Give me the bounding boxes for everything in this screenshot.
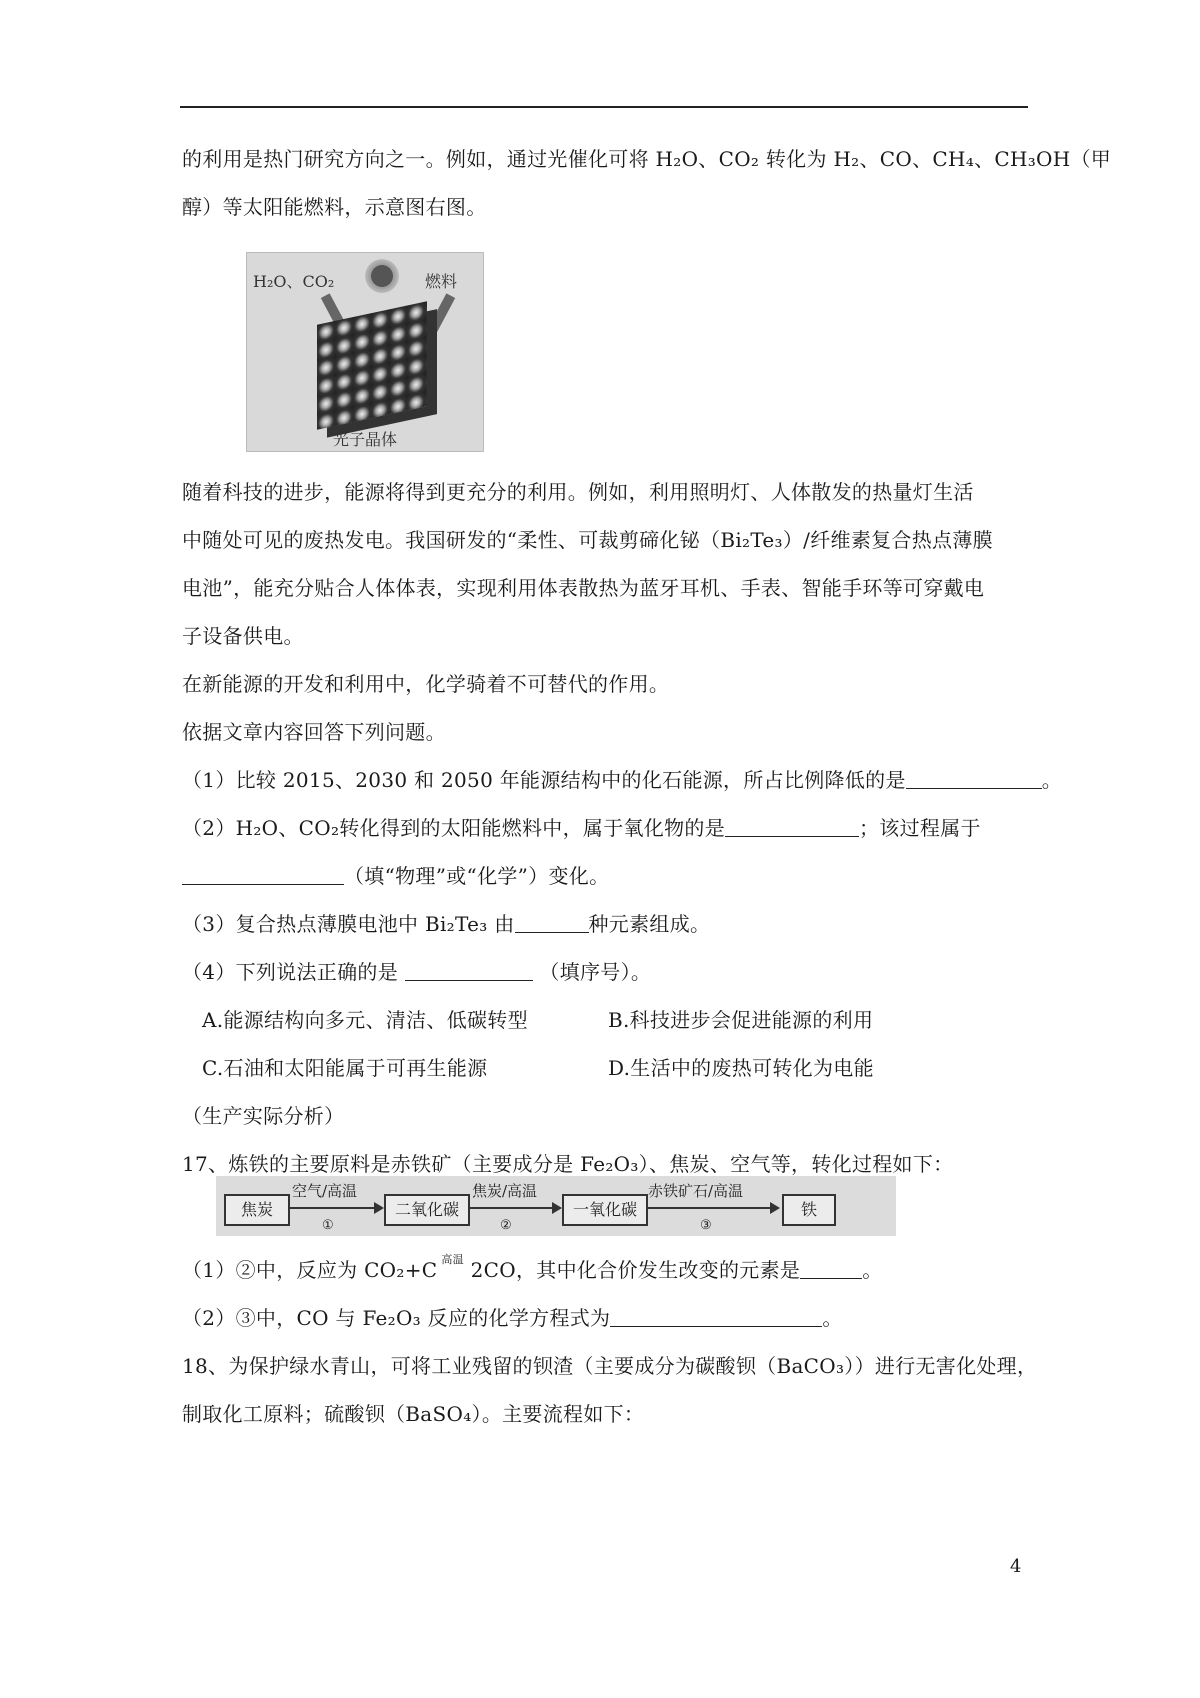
figure-label-crystal: 光子晶体 bbox=[333, 430, 398, 449]
text-line-3: 随着科技的进步，能源将得到更充分的利用。例如，利用照明灯、人体散发的热量灯生活 bbox=[182, 480, 974, 504]
reaction-condition-label: 高温 bbox=[441, 1253, 464, 1266]
header-rule bbox=[180, 106, 1028, 108]
text-line-4: 中随处可见的废热发电。我国研发的“柔性、可裁剪碲化铋（Bi₂Te₃）/纤维素复合热点薄膜 bbox=[182, 528, 993, 552]
question-2-mid: ；该过程属于 bbox=[859, 816, 981, 840]
question-17-1-mid: 2CO，其中化合价发生改变的元素是 bbox=[470, 1258, 801, 1282]
flow-step-3: ③ bbox=[700, 1218, 712, 1233]
question-17-2-end: 。 bbox=[822, 1306, 843, 1330]
question-3 bbox=[182, 910, 710, 938]
question-17-1 bbox=[182, 1253, 883, 1284]
photonic-crystal-image bbox=[317, 301, 427, 429]
flow-box-co2: 二氧化碳 bbox=[384, 1194, 470, 1226]
answer-blank-17-1[interactable] bbox=[800, 1258, 862, 1279]
flow-condition-1: 空气/高温 bbox=[292, 1182, 358, 1200]
question-17-1-end: 。 bbox=[862, 1258, 883, 1282]
figure-label-reactants: H₂O、CO₂ bbox=[253, 272, 335, 291]
question-4 bbox=[182, 958, 651, 986]
iron-smelting-flowchart bbox=[216, 1176, 896, 1236]
question-1-end: 。 bbox=[1041, 768, 1063, 792]
flow-arrow-3 bbox=[646, 1207, 772, 1209]
answer-blank-4[interactable] bbox=[405, 960, 533, 981]
option-d: D.生活中的废热可转化为电能 bbox=[608, 1056, 874, 1080]
question-2-end: （填“物理”或“化学”）变化。 bbox=[344, 864, 610, 888]
arrow-head-icon bbox=[552, 1202, 562, 1214]
answer-blank-17-2[interactable] bbox=[610, 1306, 822, 1327]
flow-arrow-1 bbox=[288, 1207, 376, 1209]
flow-arrow-2 bbox=[468, 1207, 554, 1209]
page-number: 4 bbox=[1010, 1556, 1022, 1577]
question-4-text: （4）下列说法正确的是 bbox=[182, 960, 399, 984]
sun-icon bbox=[365, 259, 399, 293]
text-line-8: 依据文章内容回答下列问题。 bbox=[182, 720, 446, 744]
arrow-head-icon bbox=[374, 1202, 384, 1214]
flow-box-coke: 焦炭 bbox=[224, 1194, 290, 1226]
question-1-text: （1）比较 2015、2030 和 2050 年能源结构中的化石能源，所占比例降低的是 bbox=[182, 768, 906, 792]
flow-condition-3: 赤铁矿石/高温 bbox=[648, 1182, 744, 1200]
option-c: C.石油和太阳能属于可再生能源 bbox=[202, 1056, 488, 1080]
photocatalysis-figure bbox=[246, 252, 484, 452]
question-17-1-text: （1）②中，反应为 CO₂+C bbox=[182, 1258, 438, 1282]
text-line-1: 的利用是热门研究方向之一。例如，通过光催化可将 H₂O、CO₂ 转化为 H₂、CO、CH₄、CH₃OH（甲 bbox=[182, 147, 1112, 171]
question-17-2-text: （2）③中，CO 与 Fe₂O₃ 反应的化学方程式为 bbox=[182, 1306, 611, 1330]
option-b: B.科技进步会促进能源的利用 bbox=[608, 1008, 874, 1032]
question-17: 17、炼铁的主要原料是赤铁矿（主要成分是 Fe₂O₃）、焦炭、空气等，转化过程如下： bbox=[182, 1152, 954, 1176]
figure-label-fuel: 燃料 bbox=[425, 272, 458, 291]
question-17-2 bbox=[182, 1304, 843, 1332]
answer-blank-2a[interactable] bbox=[725, 816, 859, 837]
question-3-text: （3）复合热点薄膜电池中 Bi₂Te₃ 由 bbox=[182, 912, 515, 936]
question-2-cont bbox=[182, 862, 609, 890]
option-a: A.能源结构向多元、清洁、低碳转型 bbox=[202, 1008, 528, 1032]
text-line-5: 电池”，能充分贴合人体体表，实现利用体表散热为蓝牙耳机、手表、智能手环等可穿戴电 bbox=[182, 576, 985, 600]
question-2-text: （2）H₂O、CO₂转化得到的太阳能燃料中，属于氧化物的是 bbox=[182, 816, 725, 840]
question-18-line-1: 18、为保护绿水青山，可将工业残留的钡渣（主要成分为碳酸钡（BaCO₃））进行无害化处理， bbox=[182, 1354, 1038, 1378]
flow-step-2: ② bbox=[500, 1218, 512, 1233]
flow-condition-2: 焦炭/高温 bbox=[472, 1182, 538, 1200]
question-4-end: （填序号）。 bbox=[539, 960, 652, 984]
question-18-line-2: 制取化工原料；硫酸钡（BaSO₄）。主要流程如下： bbox=[182, 1402, 645, 1426]
flow-box-iron: 铁 bbox=[782, 1194, 836, 1226]
question-3-end: 种元素组成。 bbox=[588, 912, 711, 936]
reaction-condition bbox=[437, 1253, 470, 1284]
question-1 bbox=[182, 766, 1062, 794]
answer-blank-1[interactable] bbox=[906, 768, 1042, 789]
text-line-2: 醇）等太阳能燃料，示意图右图。 bbox=[182, 195, 487, 219]
flow-box-co: 一氧化碳 bbox=[562, 1194, 648, 1226]
answer-blank-3[interactable] bbox=[515, 912, 589, 933]
question-2 bbox=[182, 814, 981, 842]
answer-blank-2b[interactable] bbox=[182, 864, 344, 885]
text-line-6: 子设备供电。 bbox=[182, 624, 304, 648]
flow-step-1: ① bbox=[322, 1218, 334, 1233]
arrow-out-icon bbox=[425, 293, 455, 338]
section-heading: （生产实际分析） bbox=[182, 1104, 345, 1128]
text-line-7: 在新能源的开发和利用中，化学骑着不可替代的作用。 bbox=[182, 672, 670, 696]
arrow-head-icon bbox=[770, 1202, 780, 1214]
